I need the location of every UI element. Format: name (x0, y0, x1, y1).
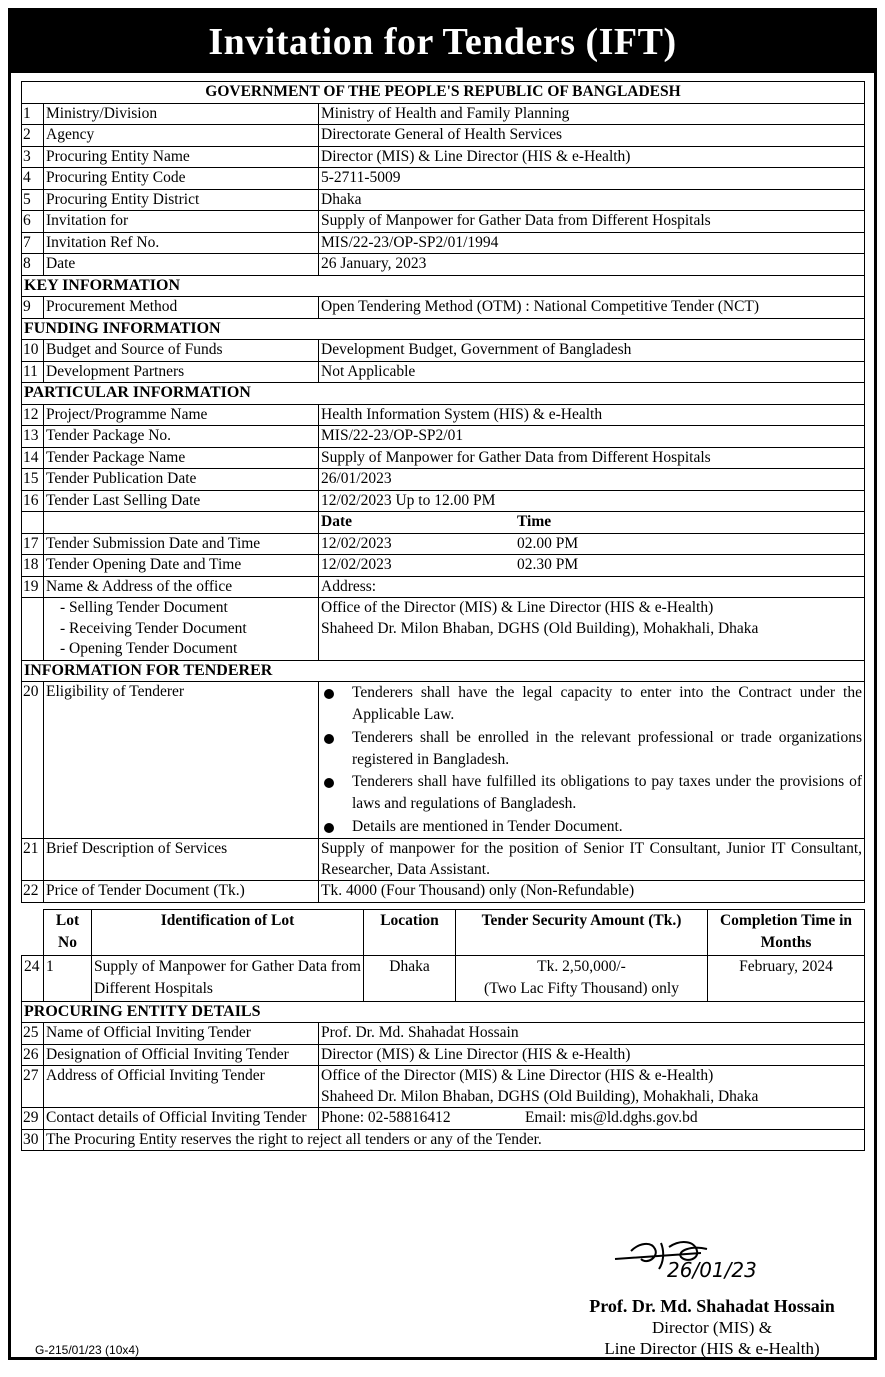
row-value: Supply of manpower for the position of Senior IT Consultant, Junior IT Consultant, Researcher, Data Assistant. (319, 839, 865, 881)
signer-name: Prof. Dr. Md. Shahadat Hossain (589, 1296, 835, 1316)
row-value: Supply of Manpower for Gather Data from Different Hospitals (319, 447, 865, 469)
row-value: 12/02/2023 Up to 12.00 PM (319, 490, 865, 512)
row-2 (22, 125, 865, 147)
list-item: Tenderers shall be enrolled in the relevant professional or trade organizations registered in Bangladesh. (321, 727, 862, 772)
row-number: 13 (22, 426, 44, 448)
row-label: Designation of Official Inviting Tender (44, 1044, 319, 1066)
submission-time: 02.00 PM (517, 534, 579, 552)
row-number: 17 (22, 533, 44, 555)
row-number: 5 (22, 189, 44, 211)
row-label: Budget and Source of Funds (44, 340, 319, 362)
row-number: 22 (22, 881, 44, 903)
row-number: 20 (22, 682, 44, 839)
row-label: Tender Last Selling Date (44, 490, 319, 512)
row-30 (22, 1129, 865, 1151)
row-number: 29 (22, 1108, 44, 1130)
sub-label-opening: - Opening Tender Document (60, 640, 238, 657)
row-label: Eligibility of Tenderer (44, 682, 319, 839)
row-label: Agency (44, 125, 319, 147)
row-18 (22, 555, 865, 577)
identification-header: Identification of Lot (92, 909, 364, 955)
section-heading: FUNDING INFORMATION (22, 318, 865, 340)
eligibility-list (321, 682, 862, 838)
row-label: Name of Official Inviting Tender (44, 1023, 319, 1045)
signer-designation: Line Director (HIS & e-Health) (604, 1339, 820, 1358)
row-8 (22, 254, 865, 276)
row-number: 30 (22, 1129, 44, 1151)
contact-email: Email: mis@ld.dghs.gov.bd (525, 1109, 698, 1127)
row-value: Dhaka (319, 189, 865, 211)
address-line: Shaheed Dr. Milon Bhaban, DGHS (Old Building), Mohakhali, Dhaka (321, 1087, 759, 1105)
row-number: 11 (22, 361, 44, 383)
row-number: 19 (22, 576, 44, 598)
lot-row (22, 955, 865, 1001)
row-label: Procurement Method (44, 297, 319, 319)
row-number: 16 (22, 490, 44, 512)
security-amount: Tk. 2,50,000/- (537, 957, 626, 975)
list-item: Details are mentioned in Tender Document. (321, 816, 862, 838)
row-26 (22, 1044, 865, 1066)
row-6 (22, 211, 865, 233)
bullet-icon (324, 734, 334, 744)
row-27 (22, 1066, 865, 1108)
list-item: Tenderers shall have fulfilled its obligations to pay taxes under the provisions of laws and regulations of Bangladesh. (321, 771, 862, 816)
section-procuring (22, 1002, 865, 1023)
page-title: Invitation for Tenders (IFT) (11, 11, 874, 73)
row-value: Development Budget, Government of Bangladesh (319, 340, 865, 362)
section-heading: PARTICULAR INFORMATION (22, 383, 865, 405)
row-16 (22, 490, 865, 512)
row-number: 8 (22, 254, 44, 276)
row-number: 7 (22, 232, 44, 254)
row-value: 26/01/2023 (319, 469, 865, 491)
row-13 (22, 426, 865, 448)
row-value: MIS/22-23/OP-SP2/01 (319, 426, 865, 448)
row-value: Prof. Dr. Md. Shahadat Hossain (319, 1023, 865, 1045)
opening-date: 12/02/2023 (321, 556, 392, 573)
row-number: 24 (22, 955, 44, 1001)
row-label: Tender Publication Date (44, 469, 319, 491)
row-label: Tender Package Name (44, 447, 319, 469)
section-heading: PROCURING ENTITY DETAILS (22, 1002, 865, 1023)
row-25 (22, 1023, 865, 1045)
contact-phone: Phone: 02-58816412 (321, 1109, 451, 1127)
row-number: 25 (22, 1023, 44, 1045)
row-value: Supply of Manpower for Gather Data from Different Hospitals (319, 211, 865, 233)
submission-date: 12/02/2023 (321, 534, 392, 552)
row-number: 21 (22, 839, 44, 881)
row-label: Ministry/Division (44, 103, 319, 125)
row-label: Date (44, 254, 319, 276)
address-line: Office of the Director (MIS) & Line Director (HIS & e-Health) (321, 1067, 714, 1085)
ift-table (21, 81, 865, 903)
sub-label-selling: - Selling Tender Document (60, 599, 228, 616)
row-label: Procuring Entity Name (44, 146, 319, 168)
row-number: 12 (22, 404, 44, 426)
row-number: 4 (22, 168, 44, 190)
completion-time: February, 2024 (708, 955, 865, 1001)
row-label: Tender Submission Date and Time (44, 533, 319, 555)
row-4 (22, 168, 865, 190)
row-number: 1 (22, 103, 44, 125)
row-value: Ministry of Health and Family Planning (319, 103, 865, 125)
row-17 (22, 533, 865, 555)
row-10 (22, 340, 865, 362)
row-21 (22, 839, 865, 881)
row-number: 18 (22, 555, 44, 577)
row-number: 15 (22, 469, 44, 491)
row-label: Address of Official Inviting Tender (44, 1066, 319, 1108)
row-number: 10 (22, 340, 44, 362)
row-5 (22, 189, 865, 211)
row-value: Directorate General of Health Services (319, 125, 865, 147)
section-heading: INFORMATION FOR TENDERER (22, 660, 865, 682)
lot-no-header: Lot No (44, 909, 92, 955)
row-value: Director (MIS) & Line Director (HIS & e-Health) (319, 1044, 865, 1066)
row-label: Procuring Entity Code (44, 168, 319, 190)
section-particular (22, 383, 865, 405)
bullet-icon (324, 689, 334, 699)
row-number: 6 (22, 211, 44, 233)
row-number: 27 (22, 1066, 44, 1108)
section-heading: KEY INFORMATION (22, 275, 865, 297)
row-label: Procuring Entity District (44, 189, 319, 211)
row-3 (22, 146, 865, 168)
government-row (22, 82, 865, 104)
row-20 (22, 682, 865, 839)
section-funding (22, 318, 865, 340)
lot-identification: Supply of Manpower for Gather Data from Different Hospitals (92, 955, 364, 1001)
lot-number: 1 (44, 955, 92, 1001)
opening-time: 02.30 PM (517, 556, 579, 573)
signer-designation: Director (MIS) & (652, 1318, 772, 1337)
row-value: Not Applicable (319, 361, 865, 383)
row-value: Health Information System (HIS) & e-Health (319, 404, 865, 426)
bullet-icon (324, 778, 334, 788)
row-label: Name & Address of the office (44, 576, 319, 598)
row-7 (22, 232, 865, 254)
row-value: The Procuring Entity reserves the right to reject all tenders or any of the Tender. (44, 1129, 865, 1151)
row-14 (22, 447, 865, 469)
row-number: 26 (22, 1044, 44, 1066)
row-number: 14 (22, 447, 44, 469)
row-label: Tender Package No. (44, 426, 319, 448)
row-value: 26 January, 2023 (319, 254, 865, 276)
row-19-details (22, 598, 865, 661)
date-header: Date (321, 513, 352, 530)
row-value: Open Tendering Method (OTM) : National Competitive Tender (NCT) (319, 297, 865, 319)
row-9 (22, 297, 865, 319)
row-value: Tk. 4000 (Four Thousand) only (Non-Refundable) (319, 881, 865, 903)
tender-notice (21, 81, 865, 1151)
row-value: 5-2711-5009 (319, 168, 865, 190)
row-label: Development Partners (44, 361, 319, 383)
row-number: 3 (22, 146, 44, 168)
row-label: Project/Programme Name (44, 404, 319, 426)
row-12 (22, 404, 865, 426)
row-22 (22, 881, 865, 903)
list-item: Tenderers shall have the legal capacity to enter into the Contract under the Applicable Law. (321, 682, 862, 727)
row-11 (22, 361, 865, 383)
row-1 (22, 103, 865, 125)
procuring-table (21, 1002, 865, 1152)
lot-location: Dhaka (364, 955, 456, 1001)
row-label: Brief Description of Services (44, 839, 319, 881)
time-header: Time (517, 513, 552, 530)
security-amount-words: (Two Lac Fifty Thousand) only (484, 980, 679, 998)
bullet-icon (324, 823, 334, 833)
row-number: 2 (22, 125, 44, 147)
lot-header-row (22, 909, 865, 955)
security-header: Tender Security Amount (Tk.) (456, 909, 708, 955)
section-key (22, 275, 865, 297)
signature-date: 26/01/23 (667, 1258, 757, 1282)
publication-code: G-215/01/23 (10x4) (35, 1343, 140, 1357)
completion-header: Completion Time in Months (708, 909, 865, 955)
row-label: Price of Tender Document (Tk.) (44, 881, 319, 903)
section-tenderer (22, 660, 865, 682)
address-line: Office of the Director (MIS) & Line Director (HIS & e-Health) (321, 599, 714, 616)
row-label: Invitation for (44, 211, 319, 233)
row-29 (22, 1108, 865, 1130)
row-label: Tender Opening Date and Time (44, 555, 319, 577)
document-frame (8, 8, 877, 1360)
location-header: Location (364, 909, 456, 955)
lot-table (21, 909, 865, 1002)
row-value: Director (MIS) & Line Director (HIS & e-Health) (319, 146, 865, 168)
row-label: Contact details of Official Inviting Tender (44, 1108, 319, 1130)
row-15 (22, 469, 865, 491)
row-value: Address: (319, 576, 865, 598)
sub-label-receiving: - Receiving Tender Document (60, 619, 247, 637)
row-19 (22, 576, 865, 598)
row-value: MIS/22-23/OP-SP2/01/1994 (319, 232, 865, 254)
government-heading: GOVERNMENT OF THE PEOPLE'S REPUBLIC OF BANGLADESH (22, 82, 865, 104)
row-number: 9 (22, 297, 44, 319)
address-line: Shaheed Dr. Milon Bhaban, DGHS (Old Building), Mohakhali, Dhaka (321, 619, 759, 637)
date-time-header-row (22, 512, 865, 534)
row-label: Invitation Ref No. (44, 232, 319, 254)
signature (611, 1229, 801, 1289)
